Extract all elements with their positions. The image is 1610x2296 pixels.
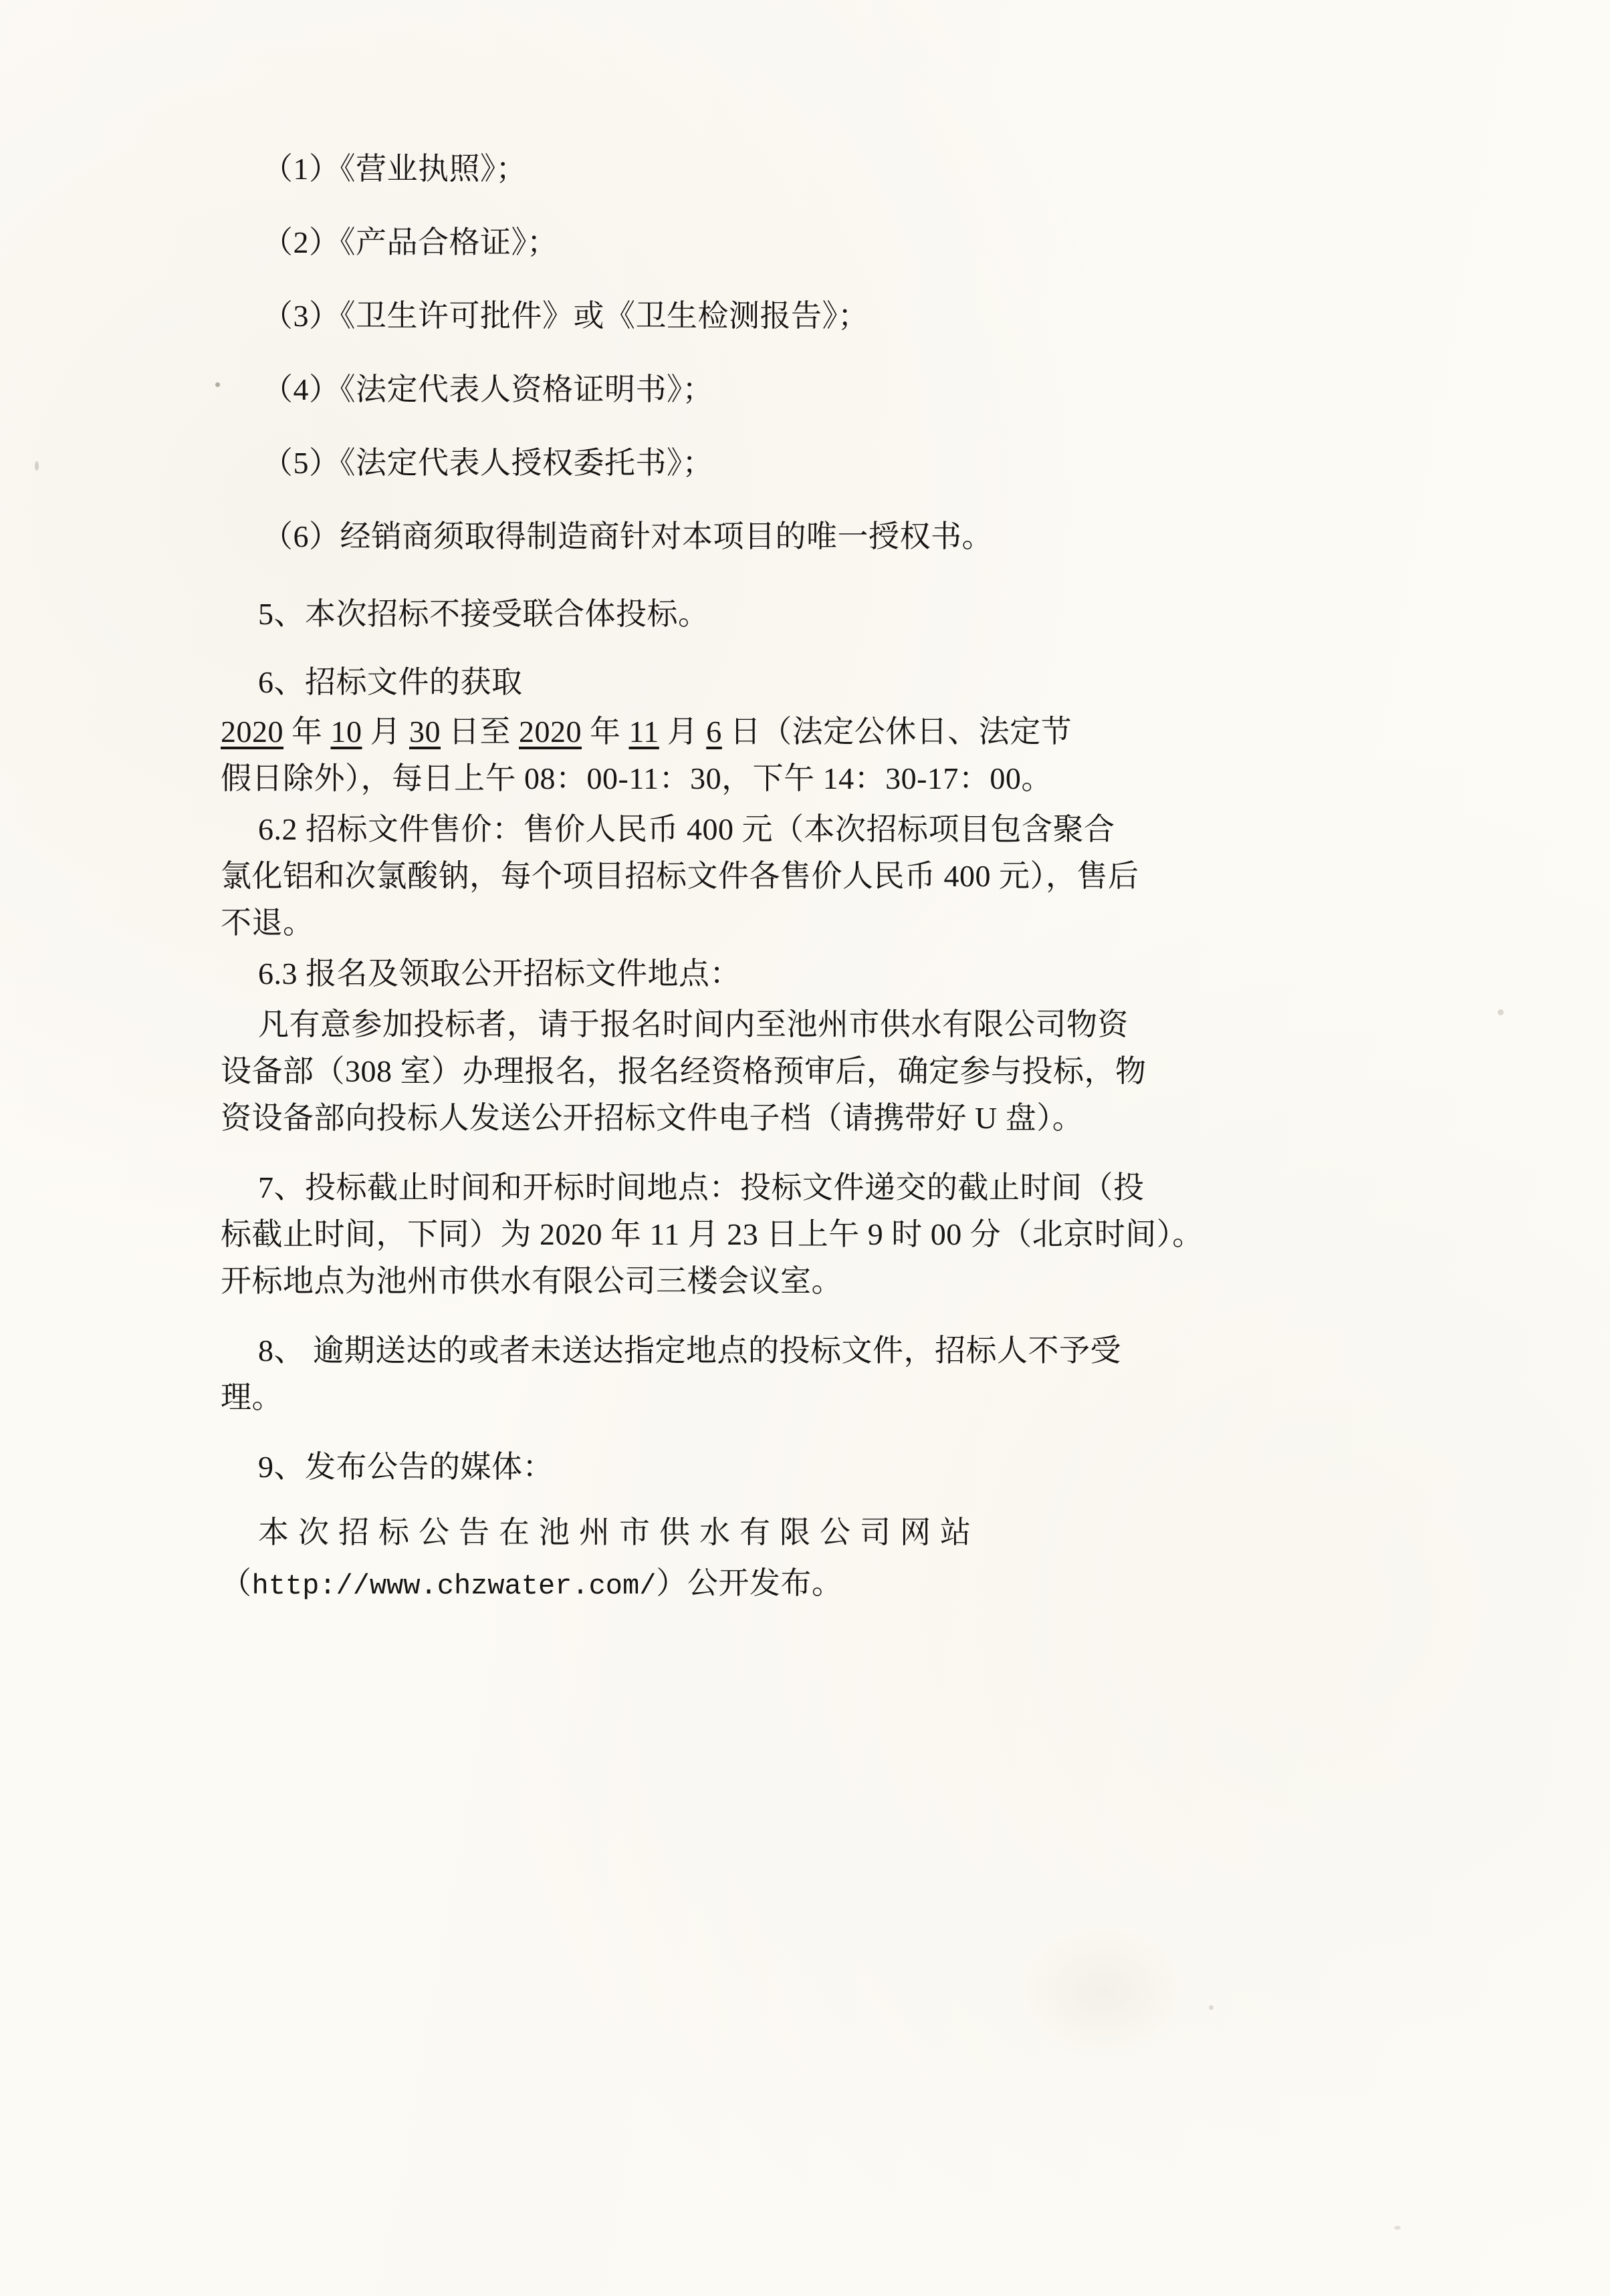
section-9-body xyxy=(221,1517,1397,1600)
section-6-3-body-line-1: 凡有意参加投标者，请于报名时间内至池州市供水有限公司物资 xyxy=(258,1007,1129,1041)
date-year-end: 2020 xyxy=(519,715,582,749)
scan-speck xyxy=(1498,1009,1504,1015)
section-9-body-line-1: 本次招标公告在池州市供水有限公司网站 xyxy=(258,1515,980,1549)
date-month-start: 10 xyxy=(330,715,362,749)
section-9-heading-text: 9、发布公告的媒体： xyxy=(258,1450,554,1484)
scan-speck xyxy=(1209,2005,1214,2010)
section-6-2-line-1: 6.2 招标文件售价：售价人民币 400 元（本次招标项目包含聚合 xyxy=(258,812,1115,846)
section-8 xyxy=(221,1335,1397,1413)
list-item-text: （4）《法定代表人资格证明书》； xyxy=(262,372,713,406)
section-9-heading xyxy=(221,1452,1397,1483)
section-7-line-3: 开标地点为池州市供水有限公司三楼会议室。 xyxy=(221,1264,842,1298)
section-7 xyxy=(221,1172,1397,1297)
section-6-3-heading-text: 6.3 报名及领取公开招标文件地点： xyxy=(258,956,741,991)
section-6-2-line-2: 氯化铝和次氯酸钠，每个项目招标文件各售价人民币 400 元），售后 xyxy=(221,859,1139,893)
scan-speck xyxy=(215,382,220,387)
section-6-2-line-3: 不退。 xyxy=(221,906,314,940)
document-body xyxy=(221,154,1397,1627)
list-item-text: （5）《法定代表人授权委托书》； xyxy=(262,446,713,480)
list-item-text: （2）《产品合格证》； xyxy=(262,225,558,259)
list-item-text: （1）《营业执照》； xyxy=(262,152,527,186)
section-6-heading xyxy=(221,667,1397,698)
list-item xyxy=(221,374,1397,405)
list-item xyxy=(221,448,1397,479)
section-8-line-1: 8、 逾期送达的或者未送达指定地点的投标文件，招标人不予受 xyxy=(258,1333,1121,1368)
date-year-start: 2020 xyxy=(221,715,283,749)
website-url: http://www.chzwater.com/ xyxy=(251,1570,657,1602)
section-6-body-line-2: 假日除外），每日上午 08：00-11：30，下午 14：30-17：00。 xyxy=(221,761,1052,795)
section-6-heading-text: 6、招标文件的获取 xyxy=(258,665,523,699)
list-item-text: （3）《卫生许可批件》或《卫生检测报告》； xyxy=(262,299,869,333)
list-item xyxy=(221,154,1397,184)
section-7-line-1: 7、投标截止时间和开标时间地点：投标文件递交的截止时间（投 xyxy=(258,1170,1145,1204)
section-6-3-body-line-2: 设备部（308 室）办理报名，报名经资格预审后，确定参与投标，物 xyxy=(221,1054,1147,1088)
section-6-3-body-line-3: 资设备部向投标人发送公开招标文件电子档（请携带好 U 盘）。 xyxy=(221,1101,1084,1135)
scan-blotch xyxy=(1016,1925,1190,2059)
section-6-body-line-1: 2020 年 10 月 30 日至 2020 年 11 月 6 日（法定公休日、法定节 xyxy=(221,715,1072,749)
date-day-start: 30 xyxy=(409,715,441,749)
section-7-line-2: 标截止时间，下同）为 2020 年 11 月 23 日上午 9 时 00 分（北京时间）。 xyxy=(221,1217,1203,1251)
section-8-line-2: 理。 xyxy=(221,1380,283,1414)
section-6-3-heading xyxy=(221,956,1397,991)
scan-speck xyxy=(35,461,39,471)
list-item-text: （6）经销商须取得制造商针对本项目的唯一授权书。 xyxy=(262,519,993,553)
section-6-3-body xyxy=(221,1009,1397,1134)
list-item xyxy=(221,227,1397,258)
section-5-text: 5、本次招标不接受联合体投标。 xyxy=(258,597,709,631)
section-6-2 xyxy=(221,814,1397,938)
list-item xyxy=(221,301,1397,332)
section-6-body xyxy=(221,717,1397,794)
date-month-end: 11 xyxy=(628,715,659,749)
date-day-end: 6 xyxy=(706,715,722,749)
section-9-body-line-2: （http://www.chzwater.com/）公开发布。 xyxy=(221,1566,843,1602)
scan-speck xyxy=(1394,2226,1401,2230)
section-5 xyxy=(221,599,1397,630)
list-item xyxy=(221,521,1397,552)
